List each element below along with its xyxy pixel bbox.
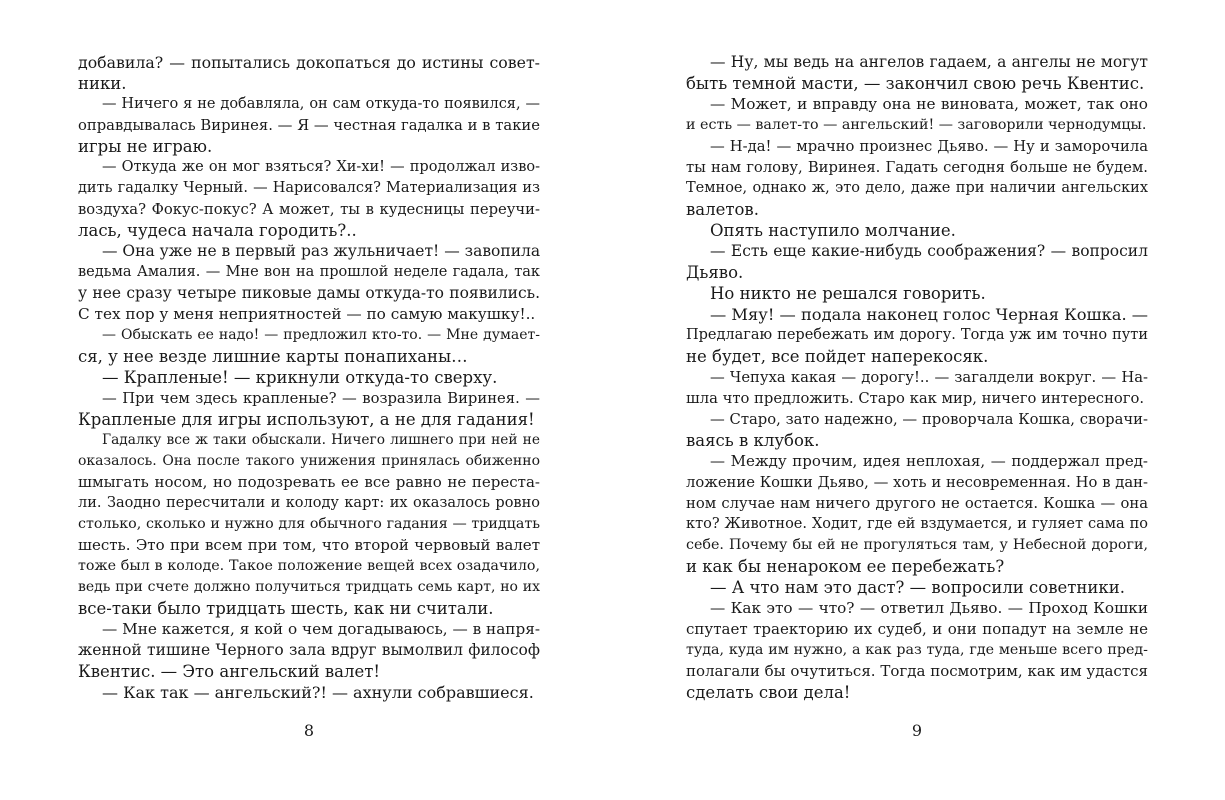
text-line: ведь при счете должно получиться тридцать семь карт, но их bbox=[78, 579, 540, 595]
text-line: ложение Кошки Дьяво, — хоть и несовременная. Но в дан- bbox=[686, 474, 1148, 491]
text-line: добавила? — попытались докопаться до истины совет- bbox=[78, 53, 540, 72]
text-line: оправдывалась Виринея. — Я — честная гадалка и в такие bbox=[78, 117, 540, 134]
text-line: и есть — валет-то — ангельский! — заговорили чернодумцы. bbox=[686, 117, 1147, 133]
text-line: Темное, однако ж, это дело, даже при наличии ангельских bbox=[686, 180, 1148, 196]
text-line: ники. bbox=[78, 74, 127, 93]
text-line: — Старо, зато надежно, — проворчала Кошка, сворачи- bbox=[710, 411, 1148, 428]
text-line: — Мяу! — подала наконец голос Черная Кошка. — bbox=[710, 305, 1149, 324]
text-line: валетов. bbox=[686, 200, 759, 219]
text-line: воздуха? Фокус-покус? А может, ты в кудесницы переучи- bbox=[78, 201, 540, 218]
text-line: — Как это — что? — ответил Дьяво. — Проход Кошки bbox=[710, 599, 1148, 617]
text-line: — Ну, мы ведь на ангелов гадаем, а ангелы не могут bbox=[710, 53, 1148, 71]
text-line: — Может, и вправду она не виновата, может, так оно bbox=[710, 95, 1148, 113]
text-line: — Крапленые! — крикнули откуда-то сверху. bbox=[102, 368, 498, 387]
page-number-left: 8 bbox=[303, 721, 315, 740]
text-line: Крапленые для игры используют, а не для гадания! bbox=[78, 410, 535, 429]
text-line: Но никто не решался говорить. bbox=[710, 284, 986, 303]
text-line: полагали бы очутиться. Тогда посмотрим, как им удастся bbox=[686, 662, 1148, 680]
left-page bbox=[78, 52, 540, 752]
text-line: сделать свои дела! bbox=[686, 683, 851, 702]
text-line: ваясь в клубок. bbox=[686, 431, 820, 450]
text-line: шесть. Это при всем при том, что второй червовый валет bbox=[78, 536, 540, 554]
text-line: лась, чудеса начала городить?.. bbox=[78, 221, 357, 240]
text-line: шмыгать носом, но подозревать ее все равно не переста- bbox=[78, 473, 540, 491]
text-line: спутает траекторию их судеб, и они попадут на земле не bbox=[686, 620, 1148, 638]
text-line: тоже был в колоде. Такое положение вещей всех озадачило, bbox=[78, 558, 540, 574]
text-line: столько, сколько и нужно для обычного гадания — тридцать bbox=[78, 516, 540, 532]
text-line: — Как так — ангельский?! — ахнули собравшиеся. bbox=[102, 683, 534, 702]
text-line: С тех пор у меня неприятностей — по самую макушку!.. bbox=[78, 305, 536, 323]
right-page bbox=[686, 52, 1148, 752]
text-line: — Мне кажется, я кой о чем догадываюсь, — в напря- bbox=[102, 620, 540, 638]
text-line: ведьма Амалия. — Мне вон на прошлой неделе гадала, так bbox=[78, 264, 540, 280]
text-line: шла что предложить. Старо как мир, ничего интересного. bbox=[686, 390, 1145, 407]
text-line: — Обыскать ее надо! — предложил кто-то. — Мне думает- bbox=[102, 327, 540, 343]
text-line: и как бы ненароком ее перебежать? bbox=[686, 557, 1005, 576]
text-line: себе. Почему бы ей не прогуляться там, у Небесной дороги, bbox=[686, 537, 1148, 553]
text-line: — Она уже не в первый раз жульничает! — завопила bbox=[102, 242, 541, 260]
text-line: Гадалку все ж таки обыскали. Ничего лишнего при ней не bbox=[102, 432, 540, 448]
text-line: Дьяво. bbox=[686, 263, 744, 282]
text-line: ли. Заодно пересчитали и колоду карт: их оказалось ровно bbox=[78, 495, 540, 511]
text-line: Квентис. — Это ангельский валет! bbox=[78, 662, 380, 681]
text-line: туда, куда им нужно, а как раз туда, где меньше всего пред- bbox=[686, 642, 1148, 658]
text-line: ся, у нее везде лишние карты понапиханы… bbox=[78, 347, 468, 366]
text-line: — Есть еще какие-нибудь соображения? — вопросил bbox=[710, 242, 1148, 260]
text-line: не будет, все пойдет наперекосяк. bbox=[686, 347, 989, 366]
text-line: — Ничего я не добавляла, он сам откуда-то появился, — bbox=[102, 96, 540, 112]
text-line: — Между прочим, идея неплохая, — поддержал пред- bbox=[710, 452, 1148, 470]
text-line: — Н-да! — мрачно произнес Дьяво. — Ну и заморочила bbox=[710, 138, 1148, 155]
text-line: все-таки было тридцать шесть, как ни считали. bbox=[78, 599, 494, 618]
text-line: у нее сразу четыре пиковые дамы откуда-то появились. bbox=[78, 284, 540, 302]
text-line: — А что нам это даст? — вопросили советники. bbox=[710, 578, 1125, 597]
text-line: дить гадалку Черный. — Нарисовался? Материализация из bbox=[78, 180, 540, 196]
text-line: оказалось. Она после такого унижения принялась обиженно bbox=[78, 453, 540, 469]
text-line: — Откуда же он мог взяться? Хи-хи! — продолжал изво- bbox=[102, 159, 540, 175]
text-line: быть темной масти, — закончил свою речь Квентис. bbox=[686, 74, 1145, 93]
text-line: ном случае нам ничего другого не остается. Кошка — она bbox=[686, 495, 1148, 512]
text-line: — Чепуха какая — дорогу!.. — загалдели вокруг. — На- bbox=[710, 369, 1148, 386]
text-line: игры не играю. bbox=[78, 137, 213, 156]
text-line: женной тишине Черного зала вдруг вымолвил философ bbox=[78, 641, 540, 659]
text-line: кто? Животное. Ходит, где ей вздумается, и гуляет сама по bbox=[686, 516, 1148, 532]
text-line: Предлагаю перебежать им дорогу. Тогда уж им точно пути bbox=[686, 327, 1148, 343]
text-line: Опять наступило молчание. bbox=[710, 221, 956, 240]
page-number-right: 9 bbox=[911, 721, 923, 740]
text-line: ты нам голову, Виринея. Гадать сегодня больше не будем. bbox=[686, 159, 1148, 176]
text-line: — При чем здесь крапленые? — возразила Виринея. — bbox=[102, 390, 540, 407]
